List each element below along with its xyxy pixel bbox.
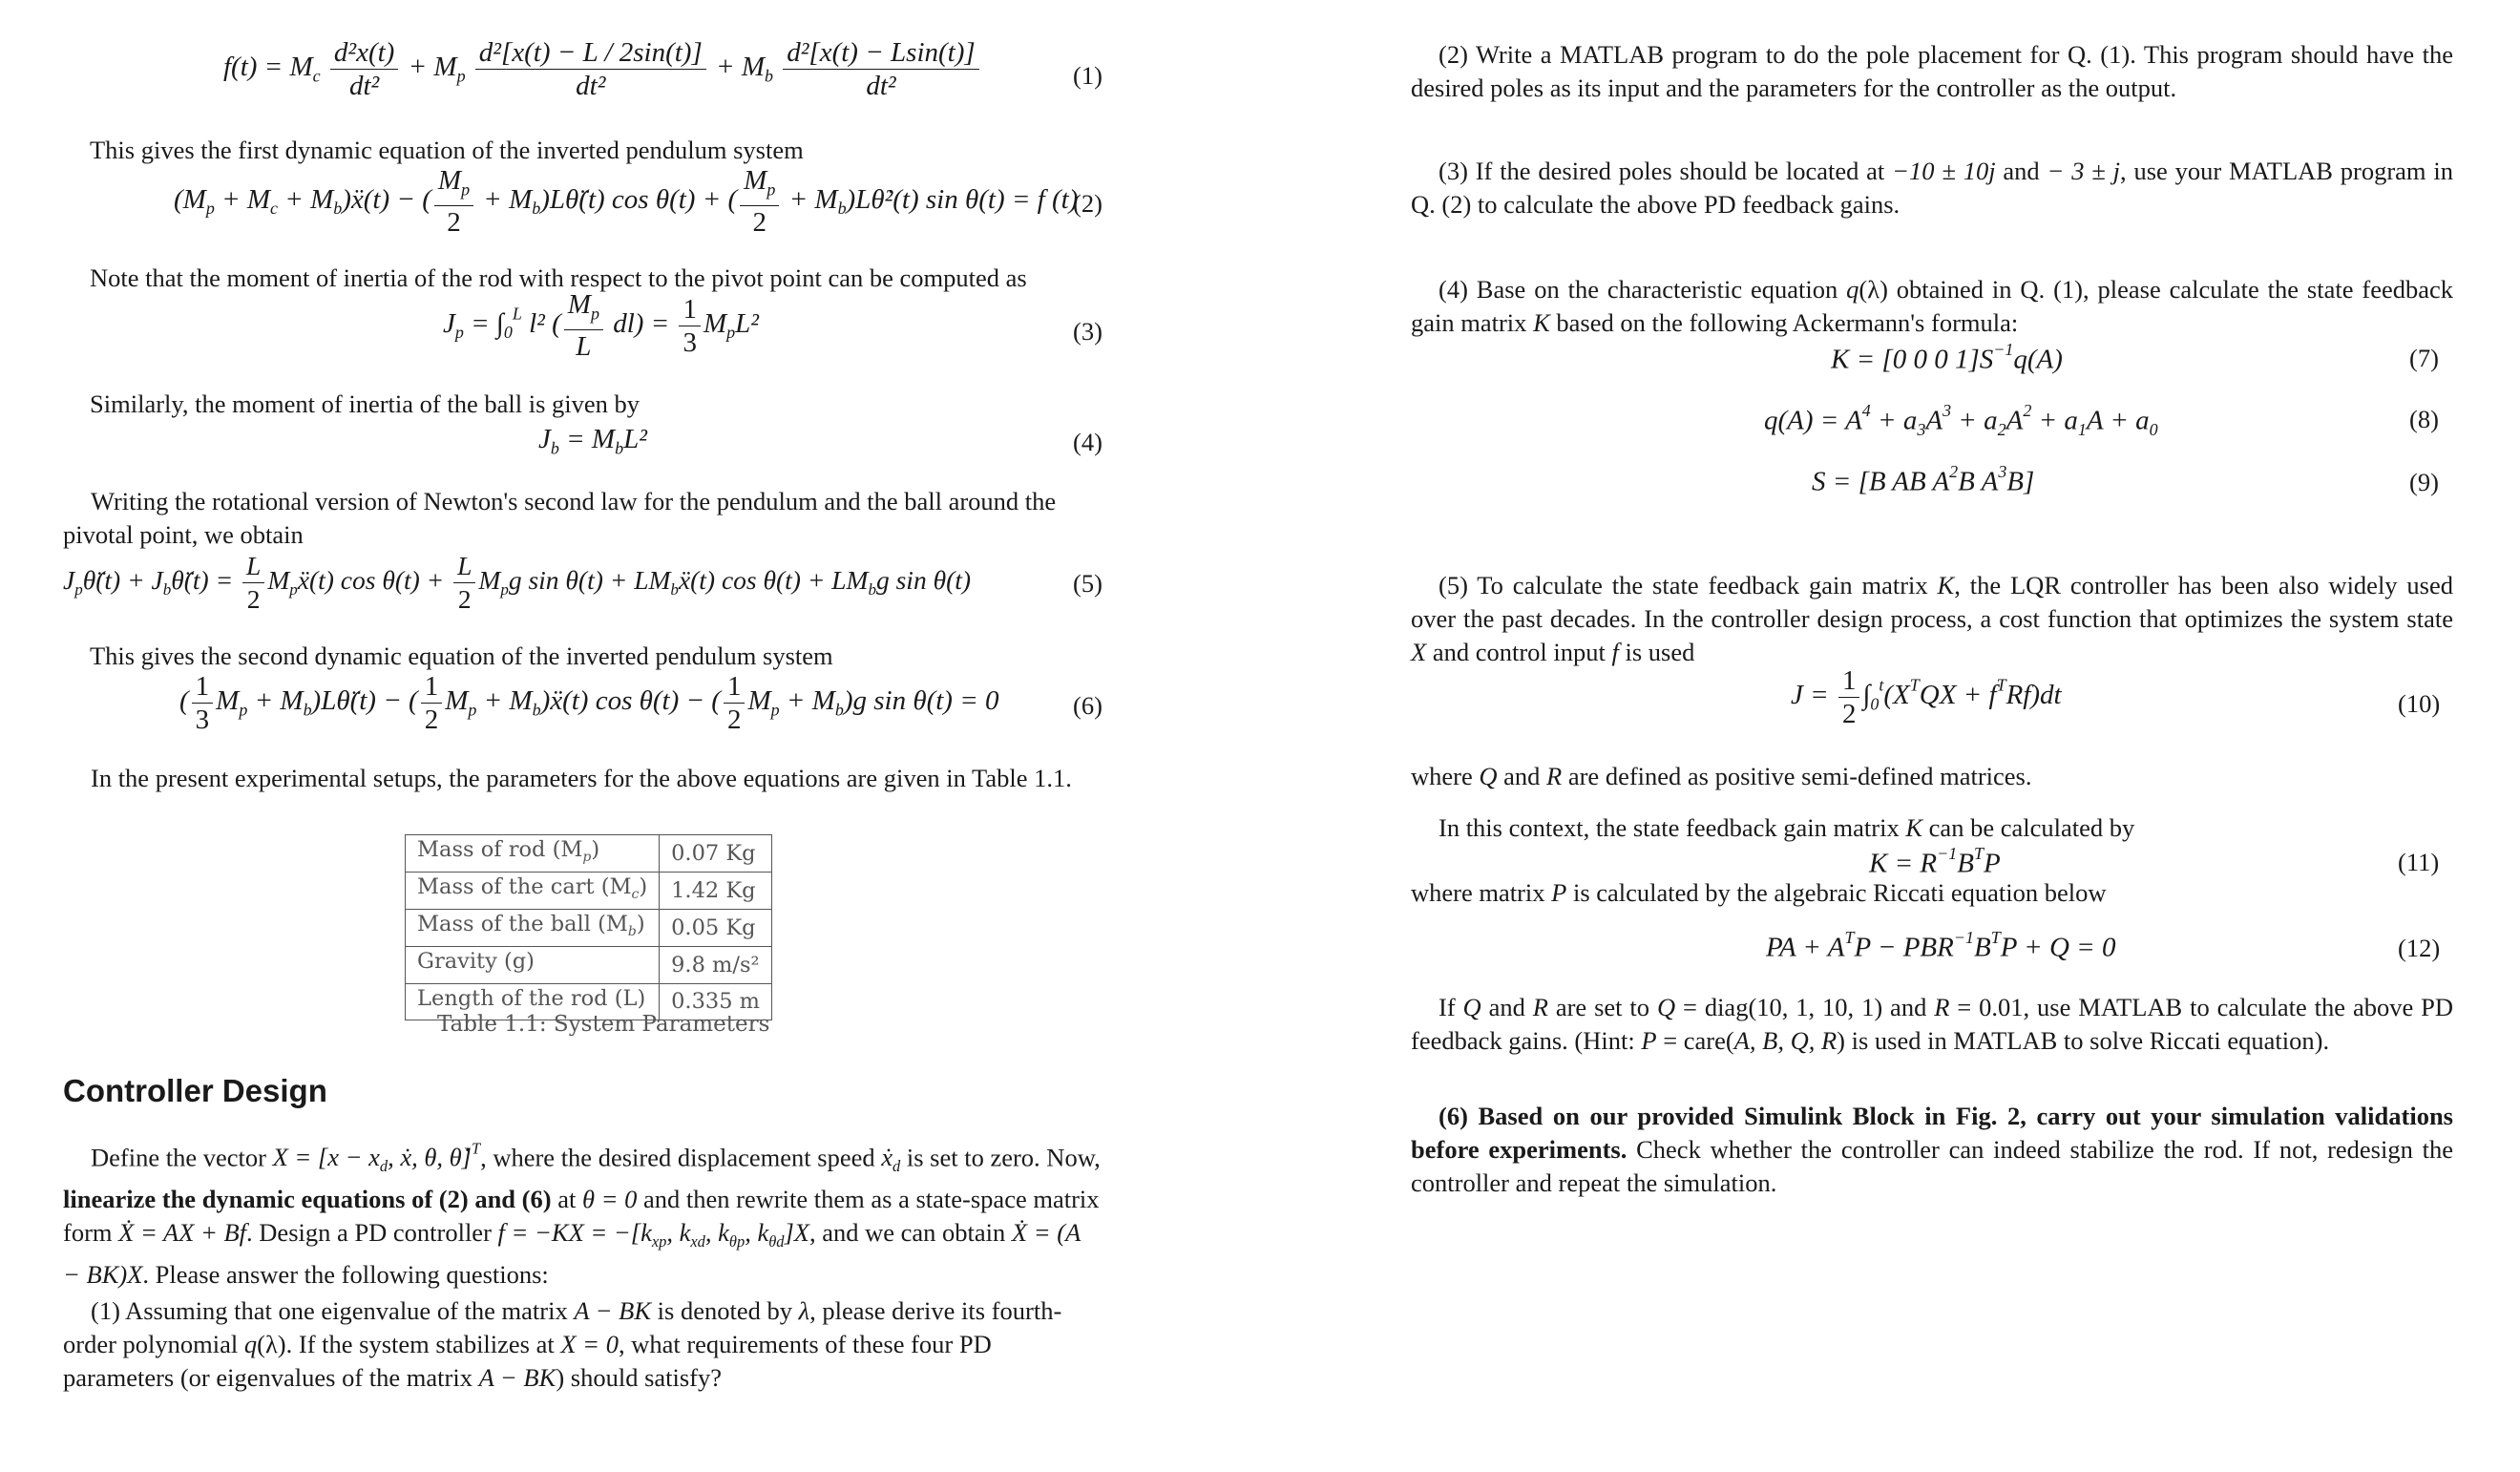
equation-7-number: (7): [2409, 344, 2439, 372]
table-cell-parameter: Length of the rod (L): [406, 983, 660, 1020]
equation-11-number: (11): [2398, 848, 2440, 876]
paragraph-if-qr: If Q and R are set to Q = diag(10, 1, 10, 1) and R = 0.01, use MATLAB to calculate the above PD feedback gains. (Hint: P = care(A, B, Q, R) is used in MATLAB to solve Riccati equation).: [1411, 993, 2453, 1055]
paragraph-moment-rod: Note that the moment of inertia of the rod with respect to the pivot point can be computed as: [90, 263, 1027, 292]
question-2: (2) Write a MATLAB program to do the pole placement for Q. (1). This program should have the desired poles as its input and the parameters for the controller as the output.: [1411, 40, 2453, 102]
equation-10: J = $\frac{1}{2}$ $\int_0^t(X^TQX + f^TRf)dt$: [1791, 665, 2062, 729]
section-heading-controller-design: Controller Design: [63, 1073, 327, 1108]
equation-5-number: (5): [1073, 569, 1102, 598]
paragraph-second-dynamic: This gives the second dynamic equation of the inverted pendulum system: [90, 641, 833, 670]
equation-9: S = [B AB $A^2B$ $A^3B$]: [1812, 462, 2035, 497]
table-cell-value: 0.335 m: [660, 983, 772, 1020]
equation-3-number: (3): [1073, 317, 1102, 346]
paragraph-newton: Writing the rotational version of Newton's second law for the pendulum and the ball around the pivotal point, we obtain: [63, 487, 1057, 549]
table-cell-parameter: Mass of rod $(M_p)$: [406, 835, 660, 873]
table-row: [406, 909, 772, 946]
table-cell-value: 0.07 Kg: [660, 835, 772, 873]
question-3: (3) If the desired poles should be located at −10 ± 10j and − 3 ± j, use your MATLAB program in Q. (2) to calculate the above PD feedback gains.: [1411, 157, 2453, 219]
paragraph-where-qr: where Q and R are defined as positive semi-defined matrices.: [1411, 762, 2032, 790]
table-row: [406, 872, 772, 909]
equation-7: K = [0 0 0 $1]S^{-1}q(A)$: [1831, 340, 2063, 375]
table-row: [406, 946, 772, 983]
table-cell-value: 9.8 m/s²: [660, 946, 772, 983]
equation-9-number: (9): [2409, 468, 2439, 496]
table-cell-parameter: Gravity (g): [406, 946, 660, 983]
equation-8: $q(A) = A^4 + a_3A^3 + a_2A^2 + a_1A + a_0$: [1764, 401, 2158, 439]
equation-6: ( $\frac{1}{3}$ $M_p$ + $M_b)L\thetä(t)$ − ( $\frac{1}{2}$ $M_p$ + $M_b)ẍ(t)$ cos θ(t) − ( $\frac{1}{2}$ $M_p + M_b)g$ sin θ(t) = 0: [179, 671, 999, 735]
paragraph-where-p: where matrix P is calculated by the algebraic Riccati equation below: [1411, 878, 2107, 907]
table-cell-parameter: Mass of the ball $(M_b)$: [406, 909, 660, 946]
question-6: (6) Based on our provided Simulink Block in Fig. 2, carry out your simulation validations before experiments. Check whether the controller can indeed stabilize the rod. If not, redesign the controller and repeat the simulation.: [1411, 1102, 2453, 1197]
paragraph-context: In this context, the state feedback gain matrix K can be calculated by: [1438, 813, 2135, 842]
table-cell-parameter: Mass of the cart $(M_c)$: [406, 872, 660, 909]
question-1: (1) Assuming that one eigenvalue of the matrix A − BK is denoted by λ, please derive its fourth-order polynomial q(λ). If the system stabilizes at X = 0, what requirements of these four PD parameters (or eigenvalues of the matrix A − BK) should satisfy?: [63, 1296, 1062, 1392]
equation-2: ($M_p + M_c$ + $M_b)ẍ(t)$ − ( $\frac{M_p}{2}$ + $M_b)L\thetä(t)$ cos θ(t) + ( $\frac{M_p}{2}$ + $M_b)L\thetȧ^2(t)$ sin θ(t) = f (t): [174, 165, 1079, 239]
equation-2-number: (2): [1073, 189, 1102, 218]
question-5: (5) To calculate the state feedback gain matrix K, the LQR controller has been also widely used over the past decades. In the controller design process, a cost function that optimizes the system state X and control input f is used: [1411, 571, 2454, 666]
equation-10-number: (10): [2398, 689, 2441, 718]
question-4: (4) Base on the characteristic equation q(λ) obtained in Q. (1), please calculate the state feedback gain matrix K based on the following Ackermann's formula:: [1411, 275, 2453, 337]
paragraph-define-vector: Define the vector $X = [x - x_d$, ẋ, θ, θ̇]$^T$, where the desired displacement speed ẋ$_d$ is set to zero. Now, linearize the dynamic equations of (2) and (6) at θ = 0 and then rewrite them as a state-space matrix form Ẋ = AX + Bf. Design a PD controller $f = -KX = -[k_{xp}$, $k_{xd}$, $k_{\theta p}$, $k_{\theta d}]X$, and we can obtain Ẋ = (A − BK)X. Please answer the following questions:: [63, 1140, 1101, 1289]
equation-12-number: (12): [2398, 934, 2441, 962]
table-row: [406, 835, 772, 873]
paragraph-setups: In the present experimental setups, the parameters for the above equations are given in Table 1.1.: [91, 764, 1072, 792]
table-cell-value: 0.05 Kg: [660, 909, 772, 946]
equation-8-number: (8): [2409, 405, 2439, 433]
equation-12: PA + $A^TP - PBR^{-1}B^TP + Q = 0$: [1766, 928, 2116, 963]
equation-4-number: (4): [1073, 428, 1102, 456]
table-caption: Table 1.1: System Parameters: [437, 1012, 770, 1037]
equation-1: $f(t) = M_c$ $\frac{\text{d²x(t)}}{\text{dt²}}$ + $M_p$ $\frac{\text{d²[x(t) − L / 2sin(t)]}}{\text{dt²}}$ + $M_b$ $\frac{\text{d²[x(t) − Lsin(t)]}}{\text{dt²}}$: [223, 36, 982, 102]
table-cell-value: 1.42 Kg: [660, 872, 772, 909]
equation-5: $J_p\thetä(t)$ + $J_b\thetä(t)$ = $\frac{L}{2}$ $M_pẍ(t)$ cos θ(t) + $\frac{L}{2}$ $M_pg$ $\sin \theta(t) + LM_bẍ(t)$ $\cos \theta(t) + LM_bg$ sin θ(t): [63, 551, 972, 614]
equation-3: $J_p = \int_0^L$ l² ( $\frac{M_p}{L}$ dl) = $\frac{1}{3}$ $M_pL^2$: [443, 289, 759, 363]
paragraph-moment-ball: Similarly, the moment of inertia of the ball is given by: [90, 389, 640, 418]
equation-4: $J_b = M_bL^2$: [538, 424, 647, 458]
parameter-table: [405, 834, 772, 1020]
equation-6-number: (6): [1073, 691, 1102, 720]
paragraph-first-dynamic: This gives the first dynamic equation of the inverted pendulum system: [90, 136, 804, 164]
equation-11: $K = R^{-1}B^TP$: [1869, 844, 2001, 879]
equation-1-number: (1): [1073, 61, 1102, 90]
